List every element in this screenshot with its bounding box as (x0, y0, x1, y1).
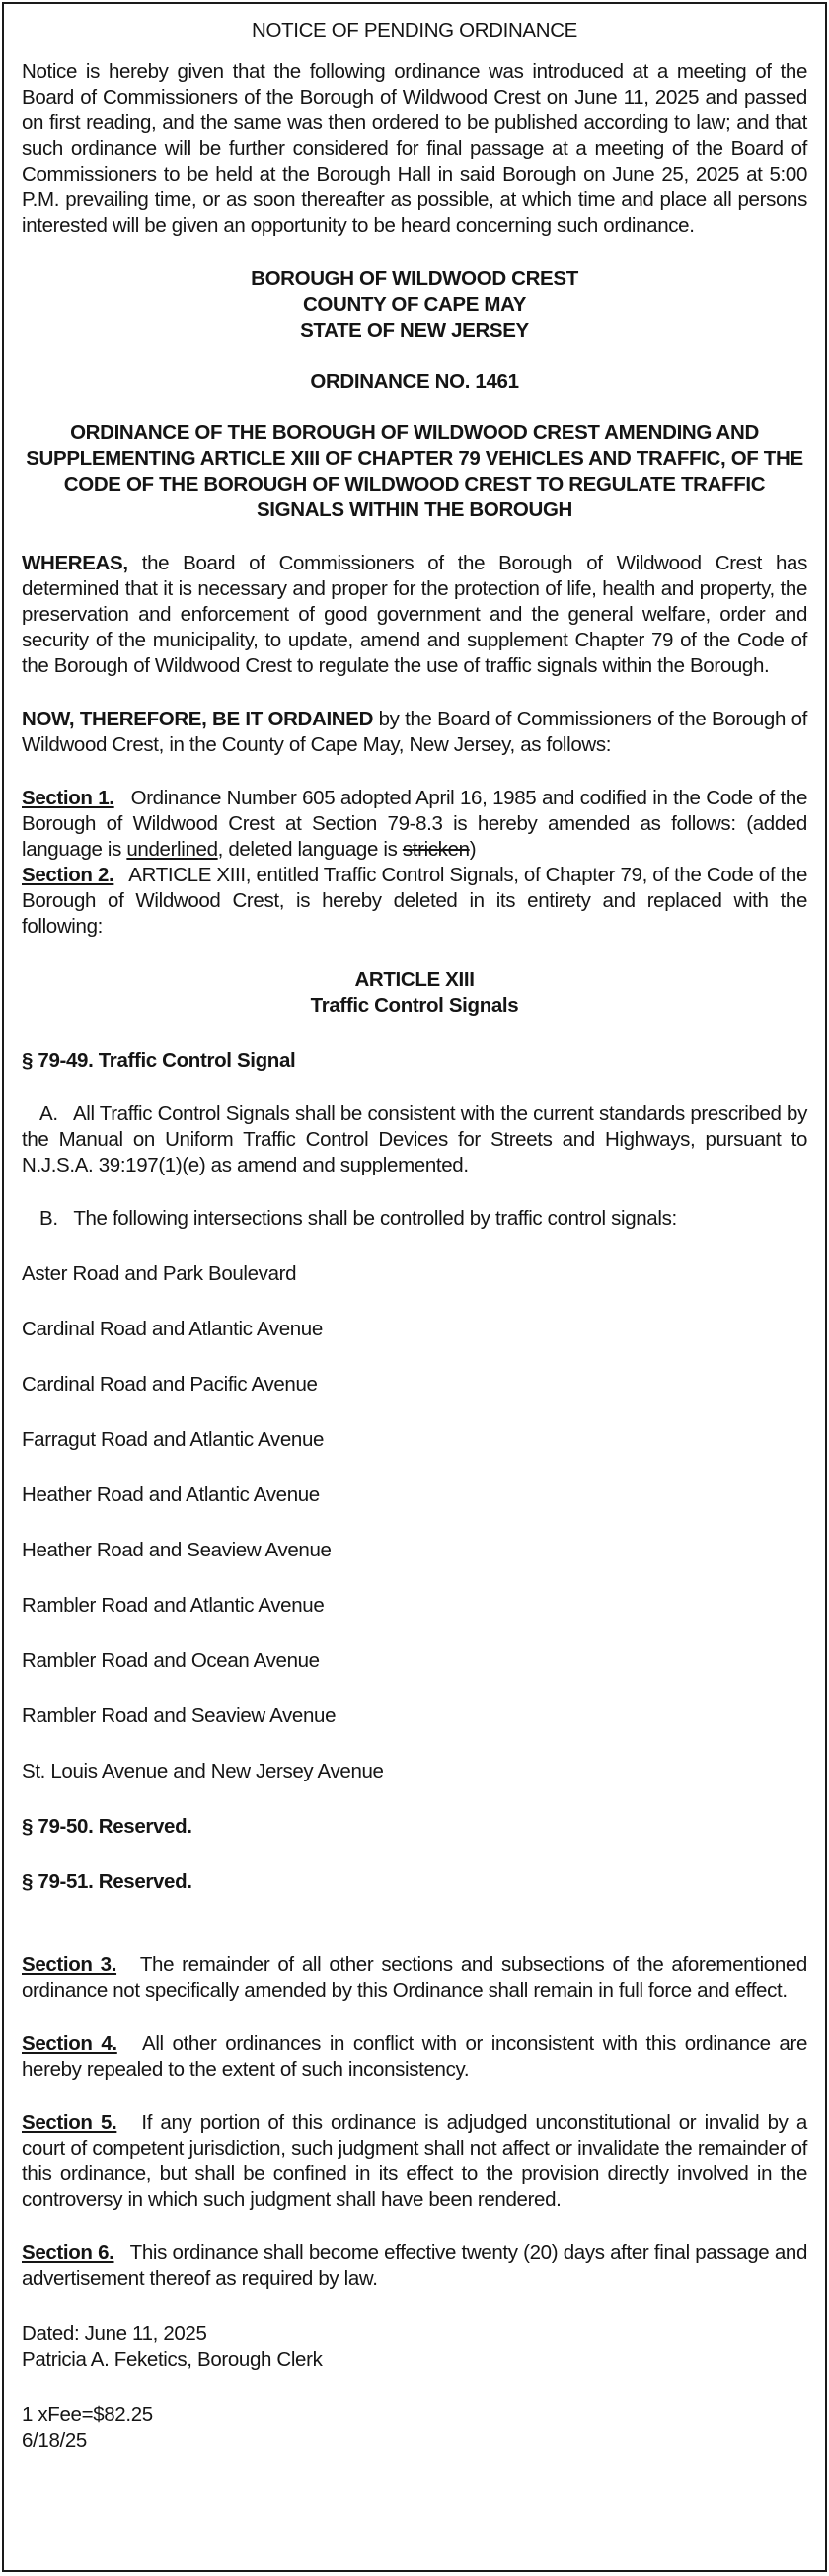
ordinance-number: ORDINANCE NO. 1461 (310, 370, 519, 393)
section-79-50: § 79-50. Reserved. (22, 1815, 192, 1838)
intersection-item: Rambler Road and Seaview Avenue (22, 1705, 337, 1727)
publication-info (22, 2402, 807, 2454)
section-4 (22, 2031, 807, 2083)
paragraph-a: A. All Traffic Control Signals shall be consistent with the current standards prescribed by the Manual on Uniform Traffic Control Devices for Streets and Highways, pursuant to N.J.S.A. 39:197(1)(e) as amend and supplemented. (22, 1102, 813, 1176)
intersection-list (22, 1261, 807, 1784)
section-1 (22, 786, 807, 863)
stricken-example: stricken (402, 838, 470, 861)
article-heading (22, 967, 807, 1019)
whereas-label: WHEREAS, (22, 552, 128, 574)
whereas-clause (22, 551, 807, 679)
section-5-label: Section 5. (22, 2111, 117, 2134)
intersection-item: Heather Road and Seaview Avenue (22, 1539, 332, 1561)
signature-block (22, 2321, 807, 2373)
intersection-item: Farragut Road and Atlantic Avenue (22, 1428, 325, 1451)
ordinance-title: ORDINANCE OF THE BOROUGH OF WILDWOOD CREST AMENDING AND SUPPLEMENTING ARTICLE XIII OF CHAPTER 79 VEHICLES AND TRAFFIC, OF THE CODE OF THE BOROUGH OF WILDWOOD CREST TO REGULATE TRAFFIC SIGNALS WITHIN THE BOROUGH (26, 421, 803, 521)
intersection-item: Rambler Road and Ocean Avenue (22, 1649, 320, 1672)
section-1-text: Ordinance Number 605 adopted April 16, 1985 and codified in the Code of the Borough of Wildwood Crest at Section 79-8.3 is hereby amended as follows: (added language is (22, 787, 807, 861)
section-5 (22, 2110, 807, 2213)
section-1-end: ) (469, 838, 477, 861)
section-3-text: The remainder of all other sections and subsections of the aforementioned ordinance not specifically amended by this Ordinance shall remain in full force and effect. (22, 1953, 807, 2002)
section-1-mid: , deleted language is (217, 838, 398, 861)
intersection-item: Rambler Road and Atlantic Avenue (22, 1594, 325, 1617)
fee-line: 1 xFee=$82.25 (22, 2403, 153, 2426)
intersection-item: Aster Road and Park Boulevard (22, 1262, 297, 1285)
ordained-clause (22, 707, 807, 758)
section-6-label: Section 6. (22, 2241, 114, 2264)
clerk-name: Patricia A. Feketics, Borough Clerk (22, 2348, 323, 2371)
borough-heading (22, 266, 807, 343)
section-3-label: Section 3. (22, 1953, 117, 1976)
whereas-text: the Board of Commissioners of the Borough of Wildwood Crest has determined that it is necessary and proper for the protection of life, health and property, the preservation and enforcement of good government and the general welfare, order and security of the municipality, to update, amend and supplement Chapter 79 of the Code of the Borough of Wildwood Crest to regulate the use of traffic signals within the Borough. (22, 552, 807, 677)
ordained-text: by the Board of Commissioners of the Borough of Wildwood Crest, in the County of Cape May, New Jersey, as follows: (22, 708, 807, 756)
notice-title: NOTICE OF PENDING ORDINANCE (252, 19, 577, 41)
section-2 (22, 863, 807, 940)
heading-state: STATE OF NEW JERSEY (300, 319, 529, 341)
intersection-item: St. Louis Avenue and New Jersey Avenue (22, 1760, 384, 1782)
underlined-example: underlined (126, 838, 218, 861)
section-4-label: Section 4. (22, 2032, 117, 2055)
intersection-item: Cardinal Road and Pacific Avenue (22, 1373, 318, 1396)
notice-page (2, 2, 827, 2572)
section-5-text: If any portion of this ordinance is adjudged unconstitutional or invalid by a court of competent jurisdiction, such judgment shall not affect or invalidate the remainder of this ordinance, but shall be confined in its effect to the provision directly involved in the controversy in which such judgment shall have been rendered. (22, 2111, 807, 2211)
section-79-51: § 79-51. Reserved. (22, 1870, 192, 1893)
section-79-49-heading: § 79-49. Traffic Control Signal (22, 1049, 296, 1072)
article-number: ARTICLE XIII (354, 968, 475, 991)
section-6-text: This ordinance shall become effective twenty (20) days after final passage and advertisement thereof as required by law. (22, 2241, 807, 2290)
heading-county: COUNTY OF CAPE MAY (302, 293, 527, 316)
section-2-label: Section 2. (22, 864, 114, 886)
section-3 (22, 1952, 807, 2004)
section-1-label: Section 1. (22, 787, 114, 809)
article-title: Traffic Control Signals (310, 994, 519, 1017)
intersection-item: Cardinal Road and Atlantic Avenue (22, 1318, 323, 1340)
intersection-item: Heather Road and Atlantic Avenue (22, 1483, 320, 1506)
section-6 (22, 2240, 807, 2292)
section-2-text: ARTICLE XIII, entitled Traffic Control Signals, of Chapter 79, of the Code of the Borough of Wildwood Crest, is hereby deleted in its entirety and replaced with the following: (22, 864, 808, 938)
publication-date: 6/18/25 (22, 2429, 87, 2452)
intro-paragraph: Notice is hereby given that the following ordinance was introduced at a meeting of the Board of Commissioners of the Borough of Wildwood Crest on June 11, 2025 and passed on first reading, and the same was then ordered to be published according to law; and that such ordinance will be further considered for final passage at a meeting of the Board of Commissioners to be held at the Borough Hall in said Borough on June 25, 2025 at 5:00 P.M. prevailing time, or as soon thereafter as possible, at which time and place all persons interested will be given an opportunity to be heard concerning such ordinance. (22, 60, 807, 237)
section-4-text: All other ordinances in conflict with or inconsistent with this ordinance are hereby repealed to the extent of such inconsistency. (22, 2032, 808, 2081)
dated-line: Dated: June 11, 2025 (22, 2322, 207, 2345)
paragraph-b: B. The following intersections shall be controlled by traffic control signals: (39, 1207, 677, 1230)
heading-borough: BOROUGH OF WILDWOOD CREST (251, 267, 578, 290)
ordained-label: NOW, THEREFORE, BE IT ORDAINED (22, 708, 374, 730)
